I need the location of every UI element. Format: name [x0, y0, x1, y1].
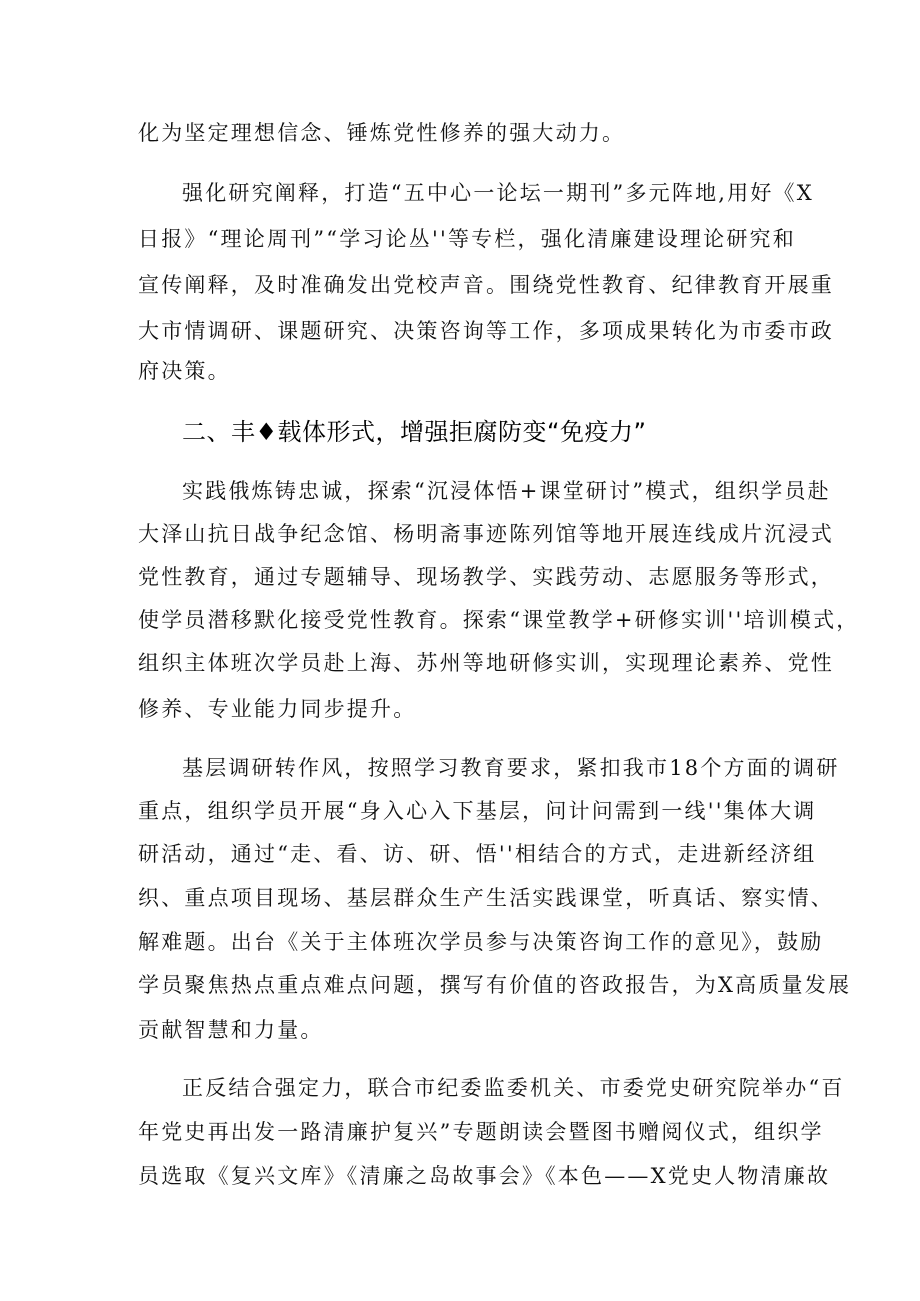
section-heading: 二、丰♦载体形式，增强拒腐防变“免疫力” — [182, 418, 647, 446]
paragraph-line: 基层调研转作风，按照学习教育要求，紧扣我市18个方面的调研 — [182, 756, 840, 780]
paragraph-line: 组织主体班次学员赴上海、苏州等地研修实训，实现理论素养、党性 — [138, 651, 834, 675]
paragraph-line: 修养、专业能力同步提升。 — [138, 697, 417, 721]
paragraph-line: 党性教育，通过专题辅导、现场教学、实践劳动、志愿服务等形式， — [138, 565, 834, 589]
paragraph-line: 重点，组织学员开展“身入心入下基层，问计问需到一线''集体大调 — [138, 799, 817, 823]
paragraph-line: 员选取《复兴文库》《清廉之岛故事会》《本色——X党史人物清廉故 — [138, 1164, 831, 1188]
paragraph-line: 年党史再出发一路清廉护复兴”专题朗读会暨图书赠阅仪式，组织学 — [138, 1120, 824, 1144]
paragraph-line: 宣传阐释，及时准确发出党校声音。围绕党性教育、纪律教育开展重 — [138, 273, 834, 297]
paragraph-line: 正反结合强定力，联合市纪委监委机关、市委党史研究院举办“百 — [182, 1076, 845, 1100]
paragraph-line: 大泽山抗日战争纪念馆、杨明斋事迹陈列馆等地开展连线成片沉浸式 — [138, 522, 834, 546]
paragraph-line: 日报》“理论周刊”“学习论丛''等专栏，强化清廉建设理论研究和 — [138, 227, 796, 251]
paragraph-line: 大市情调研、课题研究、决策咨询等工作，多项成果转化为市委市政 — [138, 319, 834, 343]
paragraph-line: 使学员潜移默化接受党性教育。探索“课堂教学+研修实训''培训模式， — [138, 608, 860, 632]
paragraph-line: 学员聚焦热点重点难点问题，撰写有价值的咨政报告，为X高质量发展 — [138, 973, 852, 997]
paragraph-line: 解难题。出台《关于主体班次学员参与决策咨询工作的意见》，鼓励 — [138, 930, 824, 954]
paragraph-line: 实践俄炼铸忠诚，探索“沉浸体悟+课堂研讨”模式，组织学员赴 — [182, 479, 831, 503]
paragraph-line: 织、重点项目现场、基层群众生产生活实践课堂，听真话、察实情、 — [138, 886, 834, 910]
paragraph-line: 化为坚定理想信念、锤炼党性修养的强大动力。 — [138, 121, 626, 145]
paragraph-line: 贡献智慧和力量。 — [138, 1018, 324, 1042]
paragraph-line: 府决策。 — [138, 359, 231, 383]
paragraph-line: 研活动，通过“走、看、访、研、悟''相结合的方式，走进新经济组 — [138, 842, 817, 866]
paragraph-line: 强化研究阐释，打造“五中心一论坛一期刊”多元阵地,用好《X — [182, 181, 814, 205]
